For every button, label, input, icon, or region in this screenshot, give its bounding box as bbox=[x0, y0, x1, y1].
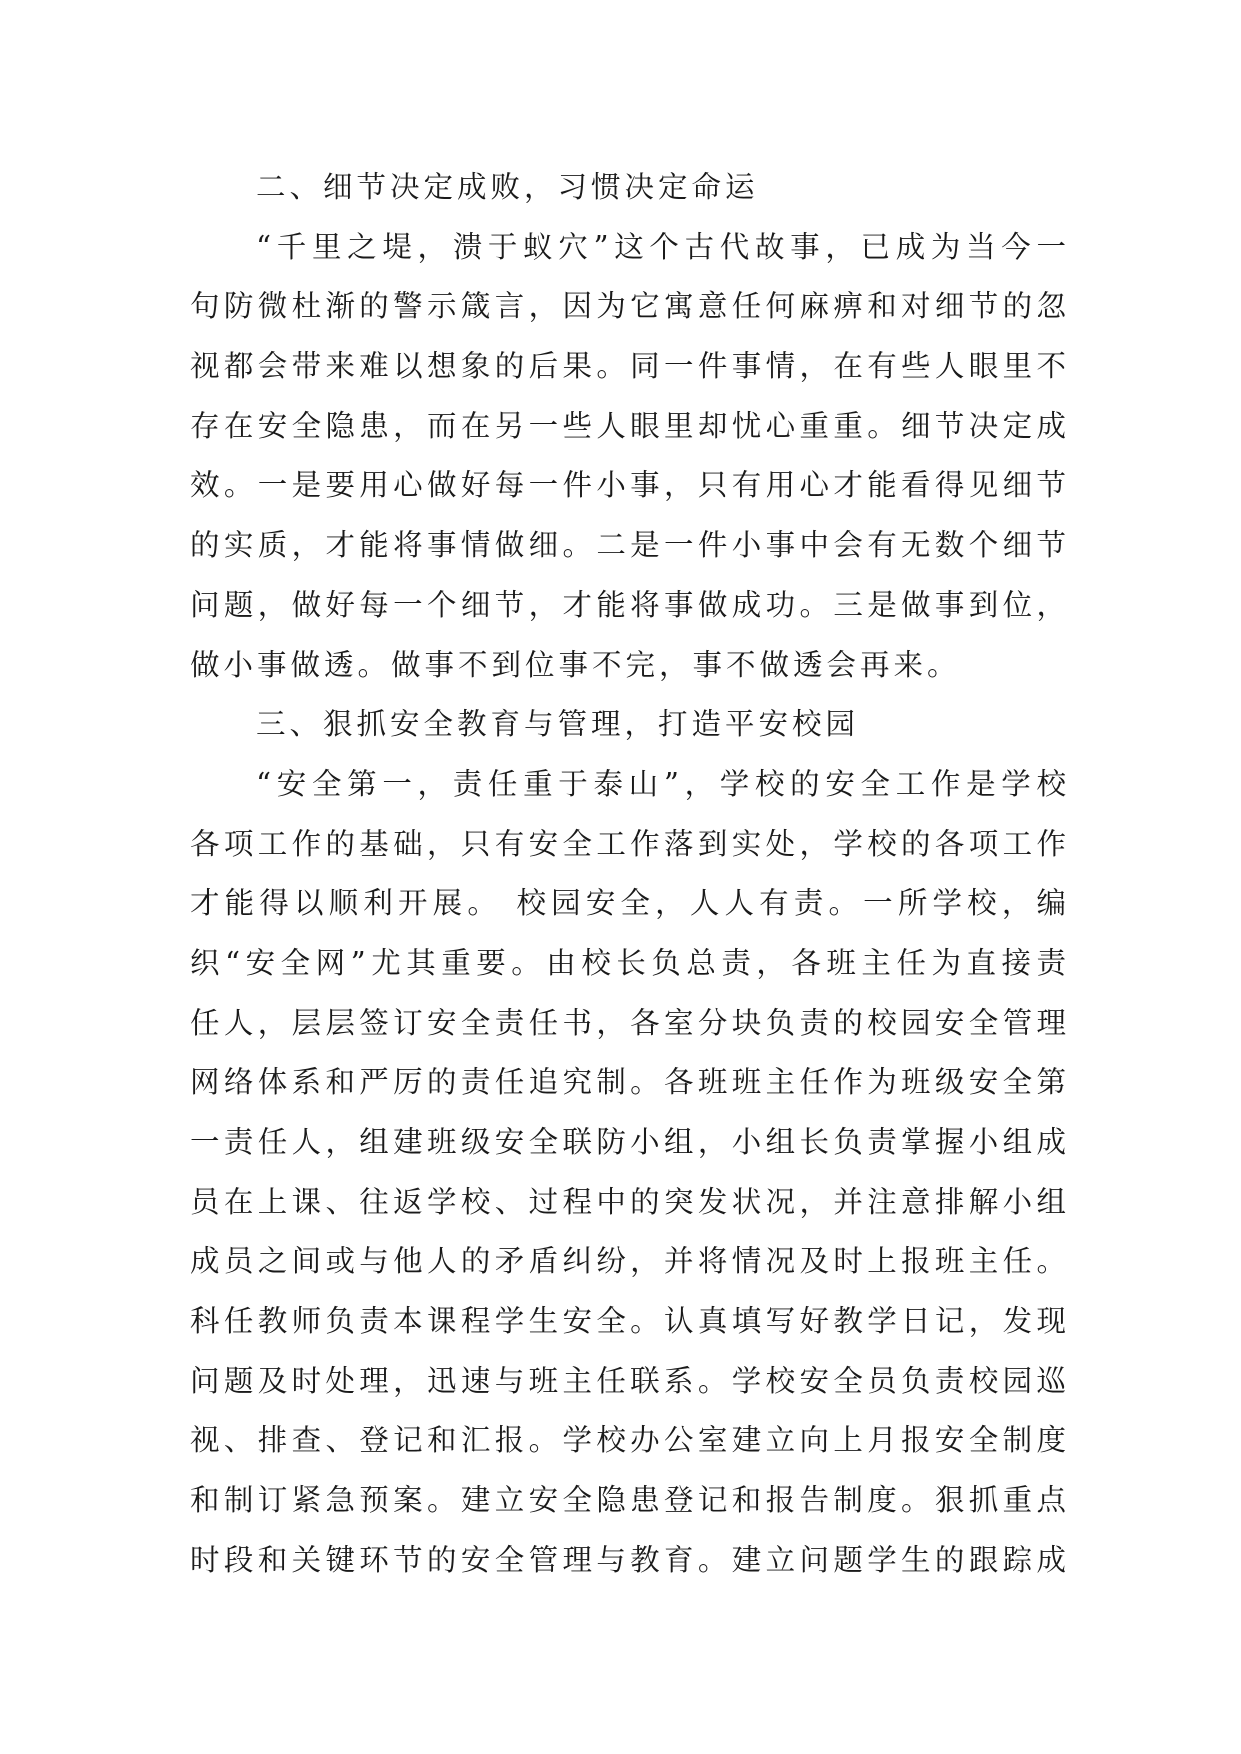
paragraph-line: 各项工作的基础，只有安全工作落到实处，学校的各项工作 bbox=[190, 826, 1070, 861]
paragraph-line: 网络体系和严厉的责任追究制。各班班主任作为班级安全第 bbox=[190, 1065, 1070, 1100]
paragraph-line: 成员之间或与他人的矛盾纠纷，并将情况及时上报班主任。 bbox=[190, 1244, 1070, 1279]
paragraph-line: 时段和关键环节的安全管理与教育。建立问题学生的跟踪成 bbox=[190, 1542, 1070, 1577]
paragraph-line: “安全第一，责任重于泰山”，学校的安全工作是学校 bbox=[256, 766, 1070, 801]
paragraph-line: 织“安全网”尤其重要。由校长负总责，各班主任为直接责 bbox=[190, 945, 1070, 980]
paragraph-line: 问题及时处理，迅速与班主任联系。学校安全员负责校园巡 bbox=[190, 1363, 1070, 1398]
paragraph-line: 句防微杜渐的警示箴言，因为它寓意任何麻痹和对细节的忽 bbox=[190, 289, 1070, 324]
paragraph-line: 的实质，才能将事情做细。二是一件小事中会有无数个细节 bbox=[190, 528, 1070, 563]
paragraph-line: 和制订紧急预案。建立安全隐患登记和报告制度。狠抓重点 bbox=[190, 1483, 1070, 1518]
paragraph-line: 才能得以顺利开展。 校园安全，人人有责。一所学校，编 bbox=[190, 886, 1070, 921]
paragraph-line: 效。一是要用心做好每一件小事，只有用心才能看得见细节 bbox=[190, 468, 1070, 503]
document-body bbox=[190, 158, 1070, 1591]
section-heading-3: 三、狠抓安全教育与管理，打造平安校园 bbox=[256, 707, 860, 742]
paragraph-line: 问题，做好每一个细节，才能将事做成功。三是做事到位， bbox=[190, 587, 1070, 622]
paragraph-line: “千里之堤，溃于蚁穴”这个古代故事，已成为当今一 bbox=[256, 229, 1070, 264]
section-heading-2: 二、细节决定成败，习惯决定命运 bbox=[256, 170, 759, 204]
paragraph-line: 科任教师负责本课程学生安全。认真填写好教学日记，发现 bbox=[190, 1304, 1070, 1339]
paragraph-line: 视、排查、登记和汇报。学校办公室建立向上月报安全制度 bbox=[190, 1423, 1070, 1458]
paragraph-line: 做小事做透。做事不到位事不完，事不做透会再来。 bbox=[190, 647, 961, 682]
paragraph-line: 视都会带来难以想象的后果。同一件事情，在有些人眼里不 bbox=[190, 349, 1070, 384]
paragraph-line: 一责任人，组建班级安全联防小组，小组长负责掌握小组成 bbox=[190, 1125, 1070, 1159]
paragraph-line: 员在上课、往返学校、过程中的突发状况，并注意排解小组 bbox=[190, 1184, 1070, 1219]
paragraph-line: 存在安全隐患，而在另一些人眼里却忧心重重。细节决定成 bbox=[190, 408, 1070, 443]
paragraph-line: 任人，层层签订安全责任书，各室分块负责的校园安全管理 bbox=[190, 1005, 1070, 1040]
